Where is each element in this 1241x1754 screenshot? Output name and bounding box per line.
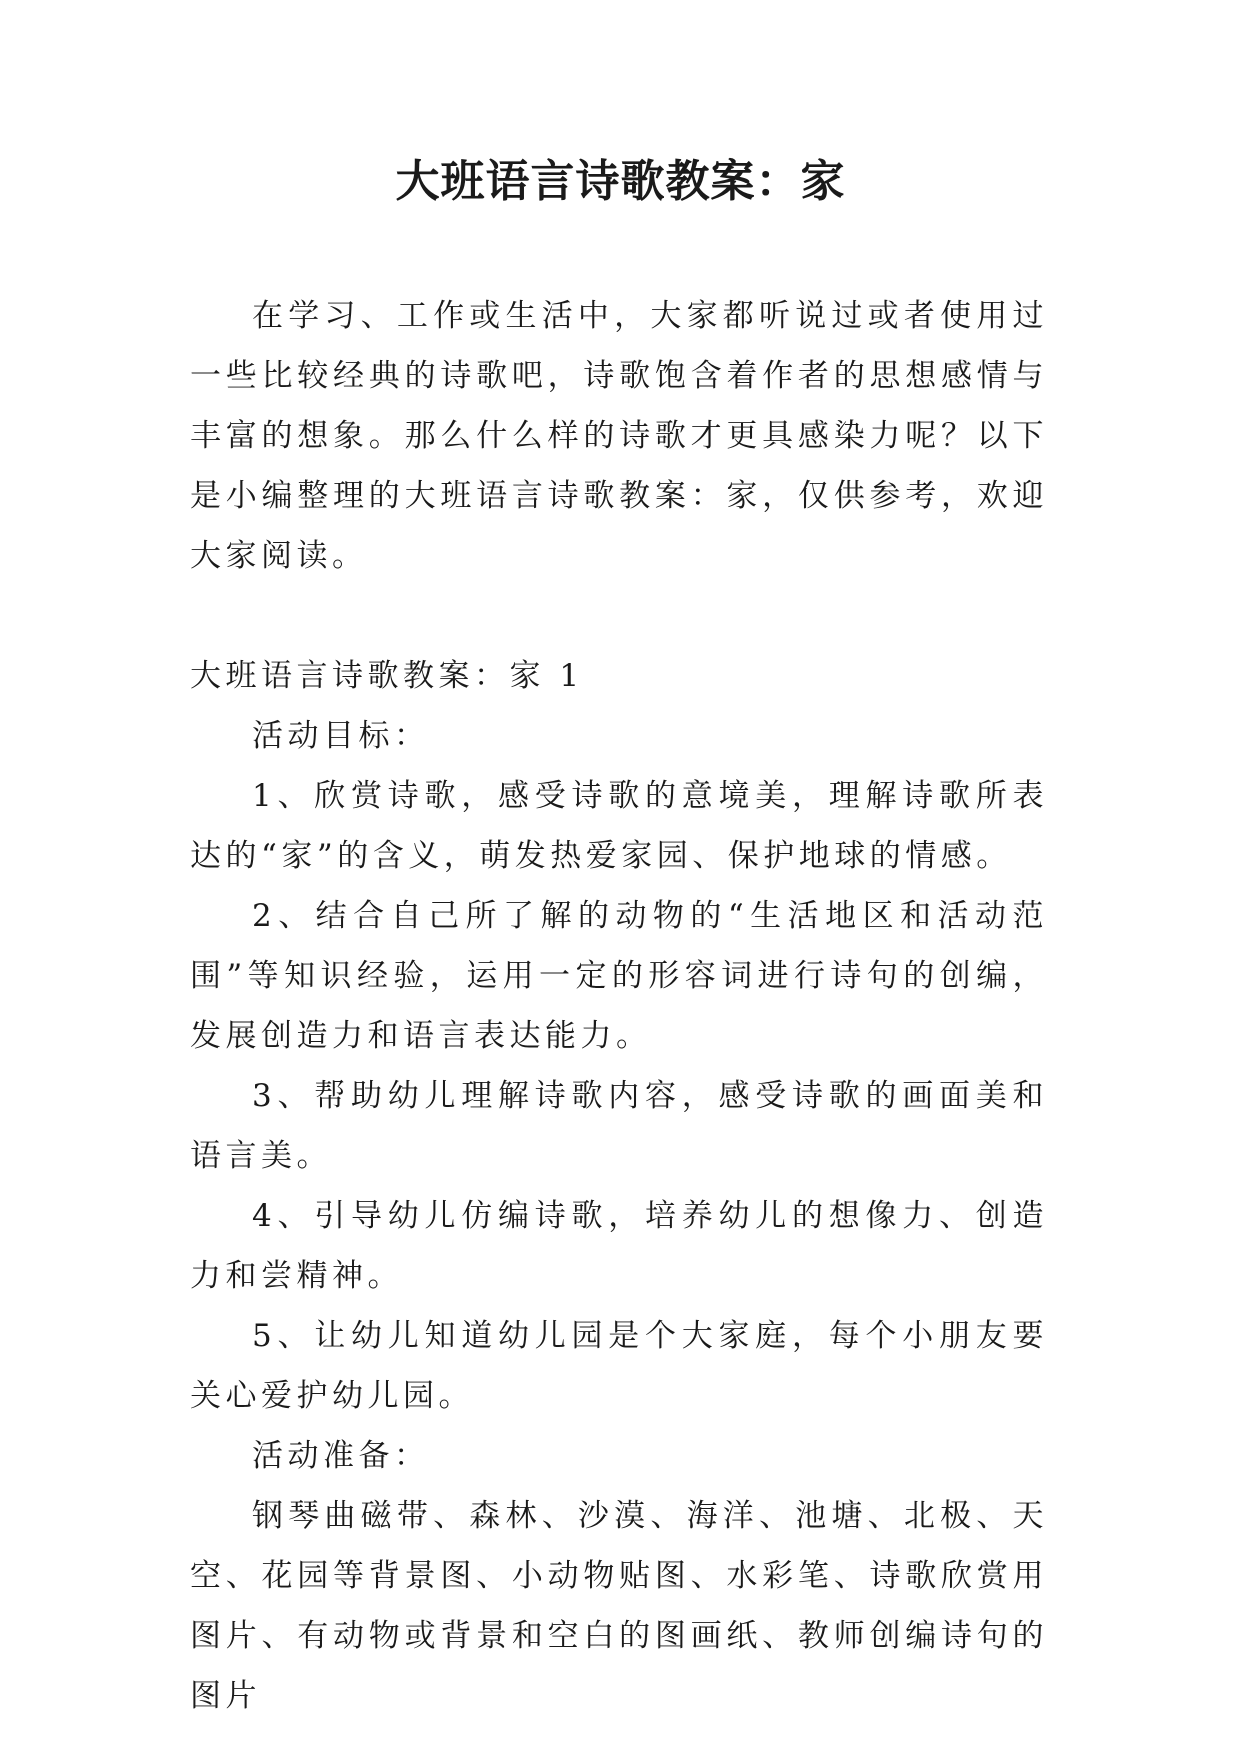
intro-paragraph: 在学习、工作或生活中，大家都听说过或者使用过一些比较经典的诗歌吧，诗歌饱含着作者的思想感情与丰富的想象。那么什么样的诗歌才更具感染力呢？以下是小编整理的大班语言诗歌教案：家，仅供参考，欢迎大家阅读。	[190, 298, 1048, 574]
paragraph-spacer	[190, 586, 1048, 646]
document-title: 大班语言诗歌教案：家	[395, 156, 846, 207]
goal-item-1: 1、欣赏诗歌，感受诗歌的意境美，理解诗歌所表达的“家”的含义，萌发热爱家园、保护地球的情感。	[190, 778, 1048, 874]
section-heading: 大班语言诗歌教案：家 1	[190, 658, 584, 694]
goal-item-2: 2、结合自己所了解的动物的“生活地区和活动范围”等知识经验，运用一定的形容词进行诗句的创编，发展创造力和语言表达能力。	[190, 898, 1048, 1054]
goals-label: 活动目标：	[252, 718, 430, 754]
prep-paragraph: 钢琴曲磁带、森林、沙漠、海洋、池塘、北极、天空、花园等背景图、小动物贴图、水彩笔、诗歌欣赏用图片、有动物或背景和空白的图画纸、教师创编诗句的图片	[190, 1498, 1048, 1714]
goal-item-5: 5、让幼儿知道幼儿园是个大家庭，每个小朋友要关心爱护幼儿园。	[190, 1318, 1048, 1414]
document-body	[190, 286, 1048, 1726]
goal-item-4: 4、引导幼儿仿编诗歌，培养幼儿的想像力、创造力和尝精神。	[190, 1198, 1048, 1294]
goal-item-3: 3、帮助幼儿理解诗歌内容，感受诗歌的画面美和语言美。	[190, 1078, 1048, 1174]
prep-label: 活动准备：	[252, 1438, 430, 1474]
